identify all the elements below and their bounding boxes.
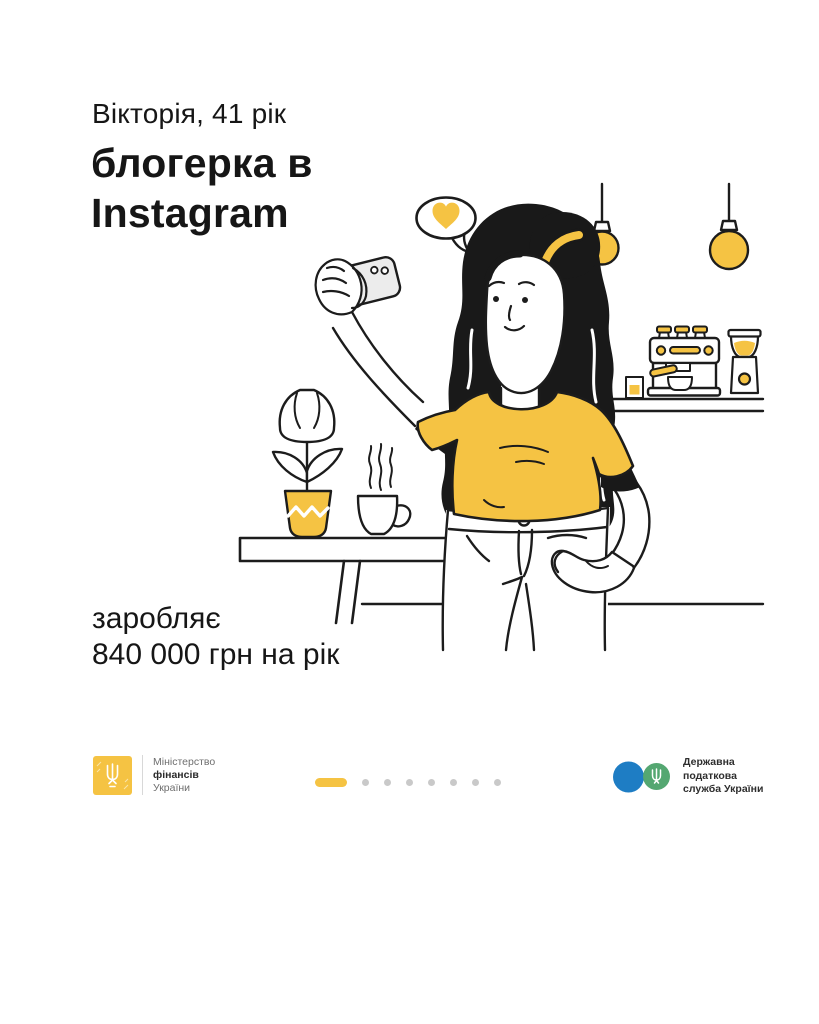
tulip-plant-icon [273, 390, 342, 537]
tax-line-2: податкова [683, 769, 737, 782]
tax-service-logo [612, 756, 763, 797]
raised-arm [333, 312, 423, 426]
table [240, 538, 466, 623]
pendant-lamp-icon [710, 184, 748, 269]
title-line-2: Instagram [91, 190, 289, 236]
pagination-dot [428, 779, 435, 786]
pagination-dot [384, 779, 391, 786]
earnings-line-1: заробляє [92, 602, 221, 635]
tax-service-icon [612, 756, 674, 797]
tax-logo-text [683, 756, 763, 797]
minfin-trident-icon [93, 756, 132, 795]
espresso-machine-icon [648, 327, 720, 396]
pagination-dot [450, 779, 457, 786]
glass-icon [626, 377, 643, 398]
title-line-1: блогерка в [91, 140, 313, 186]
pagination-dot [472, 779, 479, 786]
tax-line-1: Державна [683, 756, 735, 769]
minfin-logo-text [153, 756, 215, 795]
minfin-line-2: фінансів [153, 768, 199, 781]
pagination-dot [362, 779, 369, 786]
speech-bubble [417, 198, 476, 253]
pagination-dot-active [315, 778, 347, 787]
minfin-logo [93, 755, 215, 795]
pagination-dot [494, 779, 501, 786]
minfin-line-3: України [153, 781, 191, 794]
logo-divider [142, 755, 143, 795]
pagination-dot [406, 779, 413, 786]
woman-illustration [316, 204, 650, 650]
coffee-grinder-icon [729, 330, 761, 393]
person-name: Вікторія, 41 рік [92, 98, 287, 129]
tax-line-3: служба України [683, 783, 764, 796]
coffee-mug-icon [358, 444, 410, 534]
minfin-line-1: Міністерство [153, 755, 216, 768]
earnings-line-2: 840 000 грн на рік [92, 638, 340, 671]
pagination [315, 778, 501, 787]
